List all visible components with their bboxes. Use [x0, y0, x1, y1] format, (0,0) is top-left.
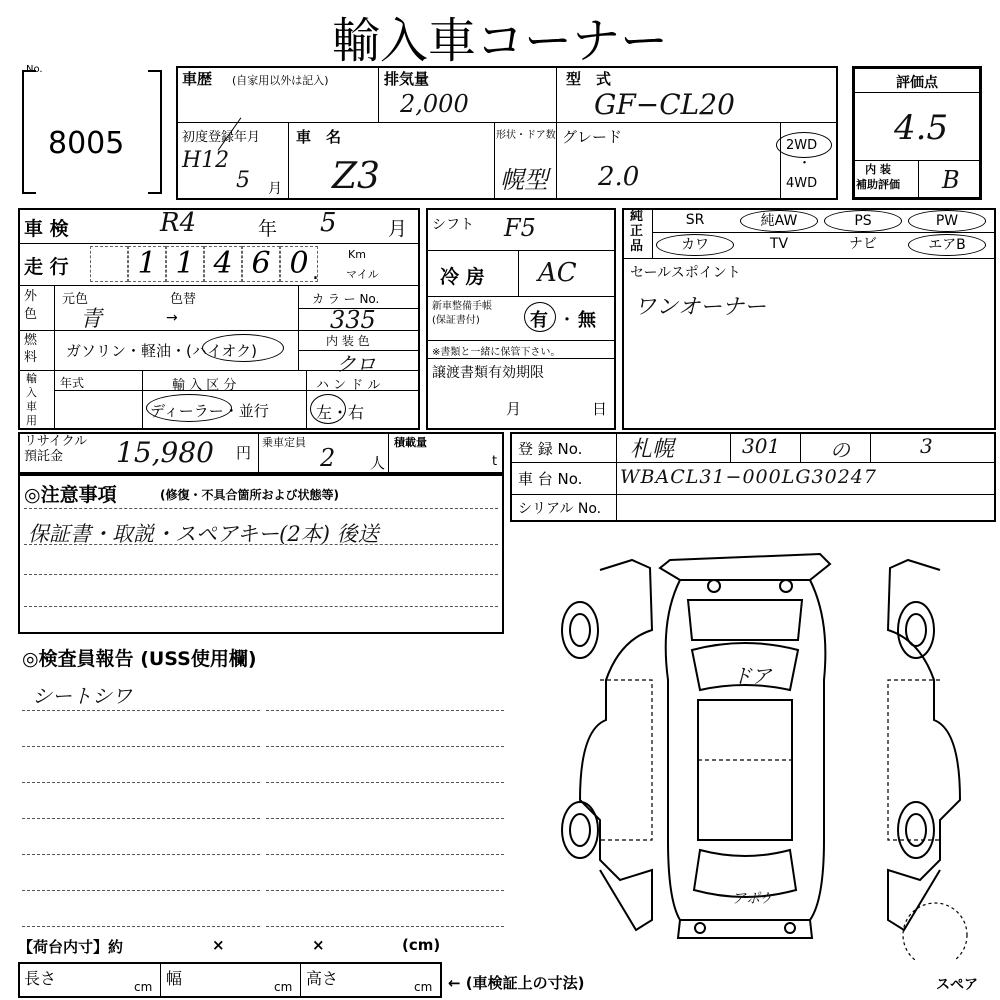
mileage-digit: 6: [242, 246, 280, 282]
exterior-orig-value: 青: [80, 307, 103, 332]
transfer-month-unit: 月: [506, 400, 522, 418]
handle-label: ハ ン ド ル: [316, 378, 381, 393]
inspector-text: シートシワ: [32, 684, 132, 708]
mileage-digit: 1: [128, 246, 166, 282]
history-label: 車歴: [182, 70, 213, 88]
report-line: [266, 782, 504, 783]
mileage-digit: 4: [204, 246, 242, 282]
fuel-selected-circle: [202, 334, 284, 362]
import-division-value: ディーラー・並行: [150, 402, 269, 420]
import-year-label: 年式: [60, 376, 85, 390]
inspection-month-unit: 月: [388, 218, 408, 240]
maintenance-no: 無: [578, 310, 596, 331]
genuine-item: カワ: [656, 234, 734, 256]
report-line: [22, 890, 260, 891]
exterior-arrow: →: [166, 310, 178, 326]
color-no-label: カ ラ ー No.: [312, 292, 380, 306]
car-name-value: Z3: [332, 156, 380, 197]
dims-length-unit: cm: [134, 980, 153, 994]
registration-kana: の: [830, 438, 850, 462]
inspection-year: R4: [160, 208, 197, 238]
caution-text: 保証書・取説・スペアキー(2本) 後送: [28, 522, 379, 546]
score-value: 4.5: [894, 108, 949, 148]
capacity-value: 2: [320, 444, 336, 472]
lot-no-label: No.: [26, 64, 43, 75]
score-interior-label: 内 装 補助評価: [856, 163, 900, 191]
mileage-label: 走 行: [24, 256, 69, 278]
exterior-orig-label: 元色: [62, 292, 89, 307]
history-note: (自家用以外は記入): [232, 74, 329, 87]
score-interior-value: B: [942, 166, 960, 194]
registration-class: 301: [742, 434, 781, 458]
report-line: [22, 854, 260, 855]
exterior-label: 外 色: [24, 289, 38, 322]
inspection-year-unit: 年: [258, 218, 278, 240]
first-reg-year: H12: [182, 148, 230, 173]
first-reg-month-unit: 月: [268, 181, 282, 197]
shape-value: 幌型: [500, 166, 548, 194]
genuine-item: 純AW: [740, 210, 818, 232]
chassis-value: WBACL31−000LG30247: [620, 466, 877, 488]
transfer-day-unit: 日: [592, 400, 608, 418]
mileage-digit: 1: [166, 246, 204, 282]
registration-number: 3: [920, 434, 933, 458]
handle-left-circle: [310, 394, 346, 424]
mileage-unit-mile: マイル: [346, 268, 379, 281]
mileage-digit: 0: [280, 246, 318, 282]
genuine-item: PS: [824, 210, 902, 232]
recycle-label: リサイクル 預託金: [24, 434, 88, 464]
serial-label: シリアル No.: [518, 501, 602, 517]
diagram-spare-label: スペア: [936, 977, 978, 993]
fuel-options: ガソリン・軽油・(ハイオク): [66, 342, 257, 360]
inspection-month: 5: [320, 208, 337, 238]
inspection-label: 車 検: [24, 218, 69, 240]
lot-number: 8005: [48, 126, 125, 161]
genuine-item: SR: [685, 212, 705, 228]
genuine-item: ナビ: [849, 236, 877, 252]
import-dealer-circle: [146, 394, 232, 422]
report-line: [22, 818, 260, 819]
genuine-item: エアB: [908, 234, 986, 256]
grade-label: グレード: [562, 128, 623, 146]
dims-length: 長さ: [24, 969, 57, 988]
dimensions-grid: [18, 962, 442, 998]
report-line: [266, 926, 504, 927]
report-line: [266, 746, 504, 747]
page-title: 輸入車コーナー: [331, 13, 668, 69]
chassis-label: 車 台 No.: [518, 470, 583, 488]
fuel-label: 燃 料: [24, 333, 38, 365]
model-value: GF−CL20: [594, 88, 735, 121]
maintenance-label: 新車整備手帳 (保証書付): [432, 301, 492, 326]
report-line: [22, 710, 260, 711]
diagram-top-note: ドア: [732, 664, 772, 688]
interior-color-label: 内 装 色: [326, 334, 370, 348]
grade-value: 2.0: [598, 162, 640, 192]
caution-note: (修復・不具合箇所および状態等): [160, 488, 339, 502]
first-reg-month: 5: [236, 168, 250, 193]
report-line: [266, 890, 504, 891]
mileage-unit-km: Km: [348, 248, 366, 261]
cargo-label: 【荷台内寸】約: [18, 938, 124, 956]
recycle-grid: [18, 432, 504, 474]
car-name-label: 車 名: [296, 128, 342, 146]
sales-point-label: セールスポイント: [630, 265, 741, 281]
report-line: [266, 818, 504, 819]
displacement-value: 2,000: [400, 90, 469, 118]
maintenance-yes-circle: [524, 302, 556, 332]
dims-height-unit: cm: [414, 980, 433, 994]
caution-label: ◎注意事項: [24, 484, 117, 506]
shift-value: F5: [504, 214, 536, 242]
dims-height: 高さ: [306, 969, 339, 988]
genuine-item: TV: [769, 236, 789, 252]
import-label: 輸 入 車 用: [26, 372, 37, 427]
model-label: 型 式: [566, 70, 612, 88]
load-unit: t: [492, 454, 498, 469]
genuine-label: 純 正 品: [630, 209, 644, 254]
capacity-label: 乗車定員: [262, 436, 306, 449]
report-line: [22, 926, 260, 927]
first-reg-label: 初度登録年月: [182, 130, 261, 145]
drive-dot: ・: [798, 156, 812, 171]
report-line: [266, 710, 504, 711]
color-no-value: 335: [330, 306, 376, 334]
aircon-label: 冷 房: [440, 266, 485, 288]
cargo-x1: ×: [212, 936, 225, 954]
aircon-value: AC: [538, 258, 577, 288]
drive-2wd: 2WD: [786, 138, 818, 153]
import-division-label: 輸 入 区 分: [172, 378, 237, 393]
report-line: [22, 782, 260, 783]
lot-bracket-left: [22, 70, 36, 194]
interior-color-value: クロ: [336, 352, 376, 376]
inspector-label: ◎検査員報告 (USS使用欄): [22, 648, 257, 670]
report-line: [266, 854, 504, 855]
genuine-item: PW: [908, 210, 986, 232]
shape-label: 形状・ドア数: [496, 130, 556, 141]
maintenance-yes: 有: [530, 310, 548, 331]
maintenance-dot: ・: [558, 310, 576, 331]
registration-label: 登 録 No.: [518, 440, 583, 458]
cargo-x2: ×: [312, 936, 325, 954]
mileage-digit: [90, 246, 128, 282]
recycle-value: 15,980: [116, 436, 214, 469]
sales-point-value: ワンオーナー: [634, 295, 767, 320]
diagram-bottom-note: アポケ: [732, 891, 774, 907]
dims-note: ← (車検証上の寸法): [448, 974, 585, 992]
maintenance-note: ※書類と一緒に保管下さい。: [432, 347, 561, 358]
displacement-label: 排気量: [384, 70, 430, 88]
mileage-decimal-dot: .: [312, 260, 319, 285]
dims-width-unit: cm: [274, 980, 293, 994]
lot-bracket-right: [148, 70, 162, 194]
exterior-repaint-label: 色替: [170, 292, 197, 307]
transfer-label: 譲渡書類有効期限: [432, 365, 544, 381]
capacity-unit: 人: [370, 454, 386, 472]
dims-width: 幅: [166, 969, 183, 988]
shift-label: シフト: [432, 217, 474, 233]
recycle-unit: 円: [236, 444, 252, 462]
cargo-unit: (cm): [402, 936, 441, 954]
report-line: [22, 746, 260, 747]
handle-value: 左・右: [316, 403, 365, 422]
load-label: 積載量: [394, 436, 427, 449]
registration-area: 札幌: [630, 437, 675, 462]
drive-4wd: 4WD: [786, 176, 818, 191]
score-header: 評価点: [896, 75, 938, 91]
